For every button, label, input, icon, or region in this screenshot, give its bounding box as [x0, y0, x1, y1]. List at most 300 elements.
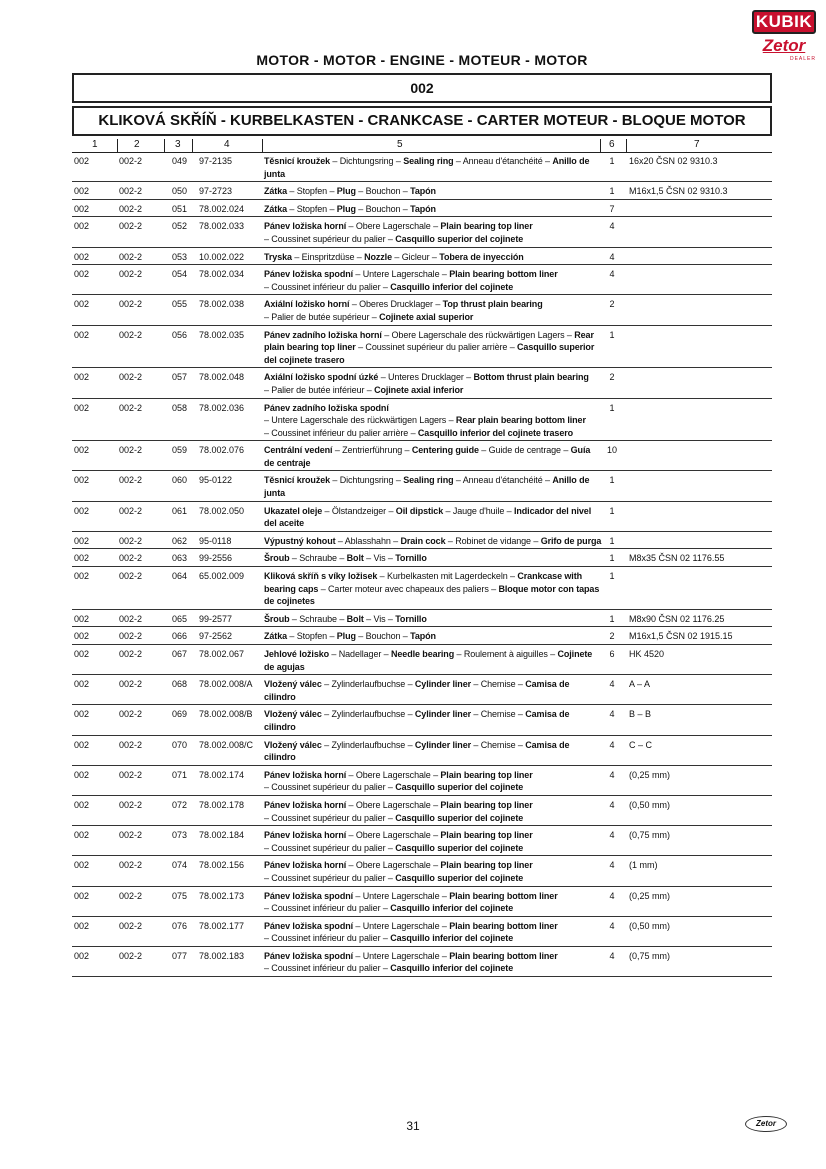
table-row — [72, 182, 772, 200]
col-part-number: 65.002.009 — [199, 571, 245, 582]
desc-es: Casquillo superior del cojinete — [395, 842, 524, 853]
col-part-number: 78.002.008/B — [199, 709, 253, 720]
desc-en: Plain bearing top liner — [440, 769, 533, 780]
col-description — [264, 567, 602, 609]
col-quantity: 4 — [609, 251, 615, 262]
col-description — [264, 265, 602, 294]
col-part-number: 78.002.156 — [199, 860, 245, 871]
col-group: 002 — [74, 631, 90, 642]
desc-en: Cylinder liner — [414, 739, 472, 750]
table-row — [72, 399, 772, 442]
footer-zetor-logo: Zetor — [745, 1116, 787, 1132]
desc-en: Plain bearing top liner — [440, 799, 533, 810]
col-part-number: 97-2562 — [199, 631, 233, 642]
desc-fr: – Palier de butée supérieur – — [264, 311, 380, 322]
col-subgroup: 002-2 — [119, 709, 143, 720]
desc-fr: – Chemise – — [471, 739, 526, 750]
desc-de: – Ölstandzeiger – — [322, 505, 396, 516]
col-position: 057 — [172, 372, 188, 383]
desc-de: – Zentrierführung – — [332, 445, 412, 456]
col-group: 002 — [74, 221, 90, 232]
col-part-number: 95-0122 — [199, 475, 233, 486]
col-quantity: 2 — [609, 372, 615, 383]
col-group: 002 — [74, 830, 90, 841]
desc-en: Sealing ring — [403, 475, 454, 486]
desc-en: Rear plain bearing bottom liner — [455, 415, 586, 426]
desc-cz: Pánev ložiska horní — [264, 221, 347, 232]
col-description — [264, 645, 602, 674]
col-note: C – C — [629, 739, 653, 750]
desc-de: – Obere Lagerschale des rückwärtigen Lagers – — [381, 329, 575, 340]
col-quantity: 1 — [609, 475, 615, 486]
desc-es: Casquillo superior del cojinete — [395, 782, 524, 793]
desc-cz: Pánev ložiska spodní — [264, 890, 354, 901]
col-position: 055 — [172, 299, 188, 310]
desc-cz: Zátka — [264, 203, 288, 214]
col-note: M8x35 ČSN 02 1176.55 — [629, 553, 725, 564]
col-quantity: 1 — [609, 156, 615, 166]
col-subgroup: 002-2 — [119, 860, 143, 871]
col-description — [264, 947, 602, 976]
table-row — [72, 441, 772, 471]
col-position: 066 — [172, 631, 188, 642]
desc-es: Grifo de purga — [540, 535, 602, 546]
col-subgroup: 002-2 — [119, 372, 143, 383]
desc-cz: Pánev zadního ložiska horní — [264, 329, 382, 340]
col-group: 002 — [74, 799, 90, 810]
desc-cz: Jehlové ložisko — [264, 649, 330, 659]
desc-cz: Axiální ložisko horní — [264, 299, 350, 310]
col-quantity: 4 — [609, 269, 615, 280]
col-part-number: 78.002.034 — [199, 269, 245, 280]
table-row — [72, 265, 772, 295]
col-position: 052 — [172, 221, 188, 232]
table-row — [72, 152, 772, 182]
section-title: KLIKOVÁ SKŘÍŇ - KURBELKASTEN - CRANKCASE - CARTER MOTEUR - BLOQUE MOTOR — [72, 106, 772, 136]
col-divider — [262, 139, 263, 152]
table-row — [72, 610, 772, 628]
table-row — [72, 826, 772, 856]
col-part-number: 78.002.183 — [199, 950, 245, 961]
desc-de: – Untere Lagerschale des rückwärtigen Lagers – — [264, 415, 456, 426]
desc-es: Camisa de cilindro — [264, 739, 570, 763]
desc-de: – Untere Lagerschale – — [353, 890, 450, 901]
desc-de: – Dichtungsring – — [330, 156, 404, 166]
desc-cz: Ukazatel oleje — [264, 505, 323, 516]
desc-en: Plug — [336, 186, 356, 197]
col-part-number: 78.002.178 — [199, 799, 245, 810]
col-part-number: 78.002.076 — [199, 445, 245, 456]
col-part-number: 78.002.174 — [199, 769, 245, 780]
desc-cz: Šroub — [264, 553, 290, 564]
col-note: HK 4520 — [629, 649, 665, 659]
col-quantity: 1 — [609, 553, 615, 564]
col-quantity: 4 — [609, 799, 615, 810]
col-quantity: 1 — [609, 329, 615, 340]
col-group: 002 — [74, 649, 90, 659]
desc-de: – Nadellager – — [329, 649, 391, 659]
col-position: 049 — [172, 156, 188, 166]
desc-es: Casquillo superior del cojinete trasero — [264, 342, 595, 365]
col-note: (0,25 mm) — [629, 890, 671, 901]
desc-cz: Pánev ložiska spodní — [264, 269, 354, 280]
desc-cz: Axiální ložisko spodní úzké — [264, 372, 379, 383]
col-note: B – B — [629, 709, 652, 720]
desc-fr: – Bouchon – — [355, 631, 411, 642]
desc-es: Casquillo inferior del cojinete trasero — [417, 427, 574, 438]
desc-en: Plain bearing bottom liner — [449, 890, 558, 901]
col-group: 002 — [74, 950, 90, 961]
col-description — [264, 736, 602, 765]
col-position: 077 — [172, 950, 188, 961]
desc-en: Plug — [336, 631, 356, 642]
table-header — [72, 139, 772, 153]
desc-fr: – Coussinet supérieur du palier – — [264, 872, 396, 883]
col-part-number: 10.002.022 — [199, 251, 245, 262]
table-row — [72, 675, 772, 705]
page-number: 31 — [406, 1119, 420, 1133]
col-group: 002 — [74, 186, 90, 197]
col-quantity: 2 — [609, 631, 615, 642]
col-header-4: 4 — [224, 139, 230, 150]
col-quantity: 2 — [609, 299, 615, 310]
desc-de: – Zylinderlaufbuchse – — [321, 679, 415, 690]
col-description — [264, 856, 602, 885]
col-part-number: 78.002.184 — [199, 830, 245, 841]
col-part-number: 95-0118 — [199, 535, 232, 546]
desc-en: Plug — [336, 203, 356, 214]
col-description — [264, 152, 602, 181]
col-quantity: 1 — [609, 613, 615, 624]
col-quantity: 4 — [609, 739, 615, 750]
col-quantity: 4 — [609, 950, 615, 961]
desc-de: – Schraube – — [289, 553, 347, 564]
col-subgroup: 002-2 — [119, 251, 143, 262]
col-description — [264, 532, 602, 549]
desc-es: Cojinete axial superior — [379, 311, 474, 322]
col-description — [264, 766, 602, 795]
col-description — [264, 705, 602, 734]
desc-cz: Pánev ložiska spodní — [264, 920, 354, 931]
desc-fr: – Bouchon – — [355, 203, 411, 214]
desc-de: – Schraube – — [289, 613, 347, 624]
col-subgroup: 002-2 — [119, 950, 143, 961]
desc-cz: Zátka — [264, 186, 288, 197]
col-subgroup: 002-2 — [119, 402, 143, 413]
desc-de: – Obere Lagerschale – — [346, 221, 441, 232]
col-header-7: 7 — [694, 139, 700, 150]
desc-fr: – Chemise – — [471, 709, 526, 720]
desc-es: Anillo de junta — [264, 156, 590, 179]
col-subgroup: 002-2 — [119, 445, 143, 456]
col-description — [264, 471, 602, 500]
desc-de: – Obere Lagerschale – — [346, 860, 441, 871]
col-note: (0,50 mm) — [629, 920, 671, 931]
desc-cz: Šroub — [264, 613, 290, 624]
table-row — [72, 200, 772, 218]
desc-es: Anillo de junta — [264, 475, 590, 499]
col-part-number: 78.002.048 — [199, 372, 245, 383]
col-part-number: 97-2723 — [199, 186, 233, 197]
desc-de: – Stopfen – — [287, 186, 337, 197]
col-subgroup: 002-2 — [119, 329, 143, 340]
desc-de: – Einspritzdüse – — [291, 251, 365, 262]
desc-fr: – Palier de butée inférieur – — [264, 384, 375, 395]
col-subgroup: 002-2 — [119, 613, 143, 624]
desc-de: – Obere Lagerschale – — [346, 830, 441, 841]
desc-de: – Zylinderlaufbuchse – — [321, 739, 415, 750]
col-group: 002 — [74, 203, 90, 214]
col-group: 002 — [74, 505, 90, 516]
desc-de: – Oberes Drucklager – — [349, 299, 443, 310]
col-part-number: 99-2577 — [199, 613, 233, 624]
desc-en: Bottom thrust plain bearing — [473, 372, 589, 383]
table-row — [72, 217, 772, 247]
col-group: 002 — [74, 299, 90, 310]
col-quantity: 7 — [609, 203, 615, 214]
col-position: 071 — [172, 769, 188, 780]
desc-en: Oil dipstick — [395, 505, 444, 516]
col-position: 064 — [172, 571, 188, 582]
col-quantity: 4 — [609, 830, 615, 841]
col-subgroup: 002-2 — [119, 505, 143, 516]
col-subgroup: 002-2 — [119, 475, 143, 486]
zetor-brand: Zetor — [762, 36, 806, 55]
desc-es: Tobera de inyección — [439, 251, 524, 262]
col-subgroup: 002-2 — [119, 649, 143, 659]
desc-fr: – Bouchon – — [355, 186, 411, 197]
col-group: 002 — [74, 475, 90, 486]
col-note: (0,25 mm) — [629, 769, 671, 780]
desc-cz: Pánev ložiska horní — [264, 799, 347, 810]
desc-fr: – Chemise – — [471, 679, 526, 690]
col-description — [264, 826, 602, 855]
col-subgroup: 002-2 — [119, 535, 143, 546]
col-note: M16x1,5 ČSN 02 9310.3 — [629, 186, 728, 197]
desc-cz: Vložený válec — [264, 679, 322, 690]
col-description — [264, 200, 602, 217]
col-subgroup: 002-2 — [119, 156, 143, 166]
col-note: (0,75 mm) — [629, 950, 671, 961]
desc-en: Nozzle — [364, 251, 392, 262]
desc-en: Top thrust plain bearing — [442, 299, 543, 310]
col-quantity: 1 — [609, 402, 615, 413]
col-quantity: 1 — [609, 535, 615, 546]
parts-table — [72, 152, 772, 977]
col-quantity: 6 — [609, 649, 615, 659]
desc-cz: Zátka — [264, 631, 288, 642]
table-row — [72, 736, 772, 766]
desc-fr: – Anneau d'étanchéité – — [453, 156, 553, 166]
col-position: 058 — [172, 402, 188, 413]
col-group: 002 — [74, 769, 90, 780]
col-divider — [117, 139, 118, 152]
col-description — [264, 217, 602, 246]
desc-en: Sealing ring — [403, 156, 454, 166]
desc-es: Tornillo — [395, 613, 427, 624]
desc-fr: – Coussinet inférieur du palier – — [264, 281, 391, 292]
desc-es: Casquillo inferior del cojinete — [390, 963, 514, 974]
col-note: 16x20 ČSN 02 9310.3 — [629, 156, 718, 166]
col-part-number: 78.002.035 — [199, 329, 245, 340]
desc-cz: Výpustný kohout — [264, 535, 336, 546]
col-description — [264, 610, 602, 627]
desc-fr: – Coussinet supérieur du palier – — [264, 842, 396, 853]
desc-de: – Stopfen – — [287, 631, 337, 642]
table-row — [72, 627, 772, 645]
col-subgroup: 002-2 — [119, 830, 143, 841]
col-position: 067 — [172, 649, 188, 659]
col-quantity: 10 — [606, 445, 617, 456]
desc-fr: – Coussinet supérieur du palier – — [264, 233, 396, 244]
desc-es: Casquillo superior del cojinete — [395, 872, 524, 883]
desc-en: Crankcase with bearing caps — [264, 571, 582, 594]
desc-fr: – Coussinet inférieur du palier – — [264, 963, 391, 974]
col-divider — [192, 139, 193, 152]
desc-cz: Vložený válec — [264, 709, 322, 720]
table-row — [72, 766, 772, 796]
desc-es: Casquillo superior del cojinete — [395, 812, 524, 823]
col-group: 002 — [74, 535, 90, 546]
col-position: 074 — [172, 860, 188, 871]
col-group: 002 — [74, 372, 90, 383]
desc-fr: – Carter moteur avec chapeaux des paliers – — [318, 583, 499, 594]
col-subgroup: 002-2 — [119, 799, 143, 810]
desc-es: Indicador del nivel del aceite — [264, 505, 592, 529]
col-part-number: 97-2135 — [199, 156, 233, 166]
col-group: 002 — [74, 890, 90, 901]
col-group: 002 — [74, 156, 90, 166]
desc-en: Plain bearing top liner — [440, 221, 533, 232]
table-row — [72, 532, 772, 550]
table-row — [72, 248, 772, 266]
desc-en: Bolt — [346, 553, 364, 564]
col-position: 056 — [172, 329, 188, 340]
col-note: (1 mm) — [629, 860, 658, 871]
col-part-number: 78.002.050 — [199, 505, 245, 516]
col-group: 002 — [74, 679, 90, 690]
desc-fr: – Jauge d'huile – — [443, 505, 514, 516]
col-quantity: 1 — [609, 571, 615, 582]
col-group: 002 — [74, 269, 90, 280]
col-note: (0,50 mm) — [629, 799, 671, 810]
desc-de: – Ablasshahn – — [335, 535, 401, 546]
col-quantity: 1 — [609, 186, 615, 197]
col-subgroup: 002-2 — [119, 739, 143, 750]
desc-fr: – Guide de centrage – — [478, 445, 571, 456]
desc-de: – Untere Lagerschale – — [353, 950, 450, 961]
col-description — [264, 917, 602, 946]
dealer-label: DEALER — [789, 56, 816, 62]
col-description — [264, 796, 602, 825]
desc-en: Centering guide — [411, 445, 479, 456]
table-row — [72, 856, 772, 886]
col-subgroup: 002-2 — [119, 571, 143, 582]
col-position: 050 — [172, 186, 188, 197]
col-group: 002 — [74, 709, 90, 720]
col-description — [264, 502, 602, 531]
col-position: 073 — [172, 830, 188, 841]
desc-de: – Kurbelkasten mit Lagerdeckeln – — [377, 571, 518, 582]
desc-fr: – Gicleur – — [391, 251, 440, 262]
col-note: (0,75 mm) — [629, 830, 671, 841]
col-subgroup: 002-2 — [119, 186, 143, 197]
table-row — [72, 471, 772, 501]
col-group: 002 — [74, 329, 90, 340]
col-group: 002 — [74, 739, 90, 750]
table-row — [72, 295, 772, 325]
col-quantity: 4 — [609, 679, 615, 690]
desc-en: Bolt — [346, 613, 364, 624]
col-part-number: 78.002.173 — [199, 890, 245, 901]
col-position: 054 — [172, 269, 188, 280]
desc-es: Tapón — [410, 203, 436, 214]
desc-es: Casquillo inferior del cojinete — [390, 933, 514, 944]
col-group: 002 — [74, 251, 90, 262]
desc-fr: – Roulement à aiguilles – — [454, 649, 558, 659]
col-description — [264, 182, 602, 199]
table-row — [72, 368, 772, 398]
col-header-1: 1 — [92, 139, 98, 150]
desc-fr: – Vis – — [363, 553, 396, 564]
col-header-3: 3 — [175, 139, 181, 150]
desc-de: – Obere Lagerschale – — [346, 769, 441, 780]
page-title: MOTOR - MOTOR - ENGINE - MOTEUR - MOTOR — [256, 52, 588, 68]
desc-de: – Stopfen – — [287, 203, 337, 214]
desc-fr: – Coussinet supérieur du palier – — [264, 782, 396, 793]
col-part-number: 78.002.177 — [199, 920, 245, 931]
table-row — [72, 887, 772, 917]
desc-es: Bloque motor con tapas de cojinetes — [264, 583, 600, 607]
desc-fr: – Coussinet inférieur du palier arrière – — [264, 427, 418, 438]
col-group: 002 — [74, 920, 90, 931]
col-divider — [600, 139, 601, 152]
col-subgroup: 002-2 — [119, 299, 143, 310]
col-group: 002 — [74, 553, 90, 564]
desc-es: Tornillo — [395, 553, 427, 564]
col-note: M16x1,5 ČSN 02 1915.15 — [629, 631, 733, 642]
table-row — [72, 567, 772, 610]
desc-en: Plain bearing top liner — [440, 830, 533, 841]
desc-cz: Kliková skříň s víky ložisek — [264, 571, 378, 582]
desc-en: Plain bearing bottom liner — [449, 950, 558, 961]
col-note: A – A — [629, 679, 651, 690]
col-part-number: 78.002.024 — [199, 203, 245, 214]
desc-fr: – Coussinet supérieur du palier arrière – — [355, 342, 518, 353]
col-quantity: 4 — [609, 221, 615, 232]
col-description — [264, 295, 602, 324]
desc-es: Cojinete de agujas — [264, 649, 593, 672]
col-description — [264, 441, 602, 470]
col-subgroup: 002-2 — [119, 221, 143, 232]
desc-cz: Pánev ložiska horní — [264, 860, 347, 871]
desc-fr: – Coussinet inférieur du palier – — [264, 933, 391, 944]
col-quantity: 4 — [609, 890, 615, 901]
col-quantity: 1 — [609, 505, 615, 516]
col-position: 068 — [172, 679, 188, 690]
group-code: 002 — [72, 73, 772, 103]
col-part-number: 78.002.008/C — [199, 739, 254, 750]
desc-de: – Unteres Drucklager – — [378, 372, 474, 383]
table-row — [72, 947, 772, 977]
col-divider — [164, 139, 165, 152]
table-row — [72, 705, 772, 735]
col-subgroup: 002-2 — [119, 769, 143, 780]
col-description — [264, 549, 602, 566]
col-position: 059 — [172, 445, 188, 456]
col-position: 070 — [172, 739, 188, 750]
desc-en: Cylinder liner — [414, 679, 472, 690]
